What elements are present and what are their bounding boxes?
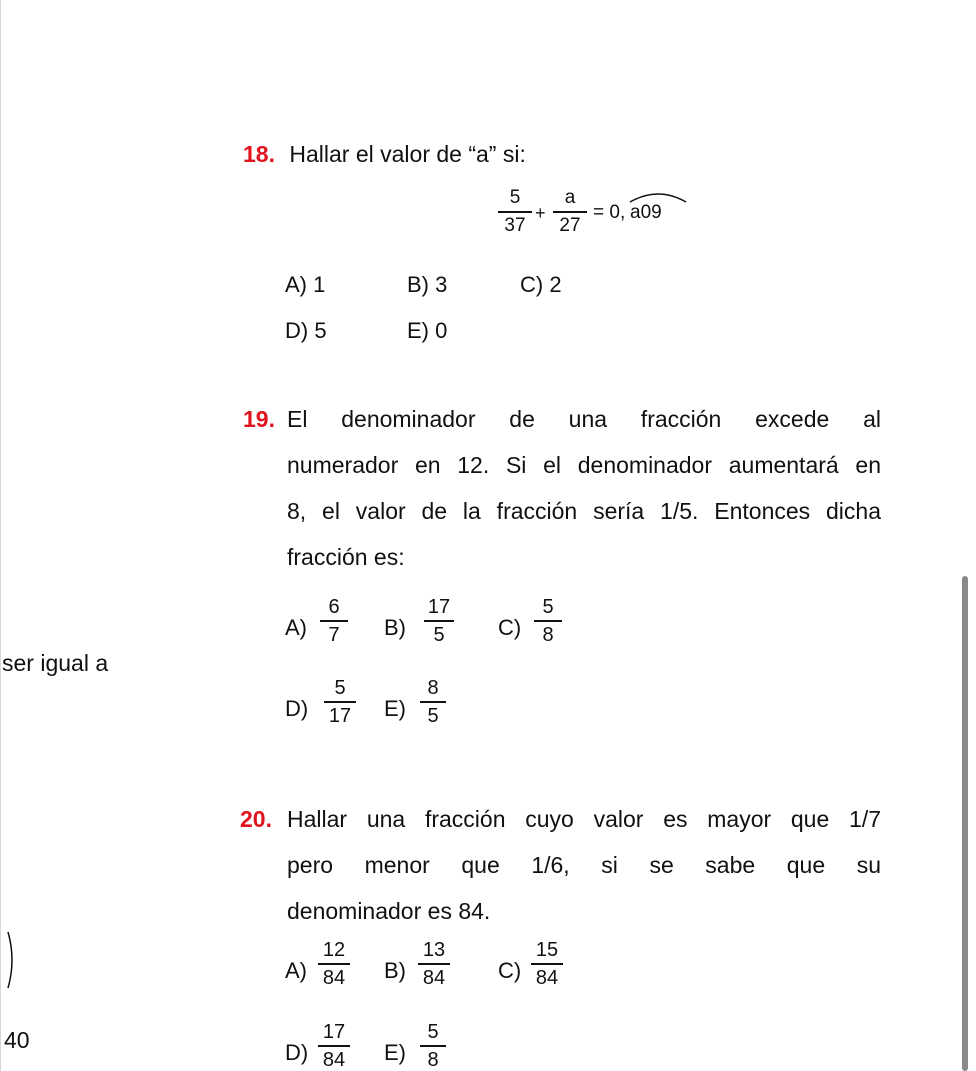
- q20-line-2: pero menor que 1/6, si se sabe que su: [287, 852, 881, 878]
- q19-number: 19.: [243, 406, 275, 432]
- q20-option-e-fraction: 5 8: [420, 1021, 446, 1071]
- q20-line-3: denominador es 84.: [287, 898, 491, 924]
- q18-option-a[interactable]: A) 1: [285, 272, 326, 297]
- q19-option-c-label[interactable]: C): [498, 615, 522, 640]
- left-page-edge: [0, 0, 1, 1071]
- q18-title: Hallar el valor de “a” si:: [289, 141, 526, 167]
- eq-period-arc: [628, 190, 688, 204]
- q20-option-b-label[interactable]: B): [384, 958, 406, 983]
- eq-equals: = 0,: [593, 202, 626, 223]
- q19-line-1: El denominador de una fracción excede al: [287, 406, 881, 432]
- q18-number: 18.: [243, 141, 275, 167]
- q20-option-a-fraction: 12 84: [318, 939, 350, 989]
- q20-number: 20.: [240, 806, 272, 832]
- q20-option-c-fraction: 15 84: [531, 939, 563, 989]
- q18-option-c[interactable]: C) 2: [520, 272, 562, 297]
- q20-option-d-fraction: 17 84: [318, 1021, 350, 1071]
- q19-option-e-fraction: 8 5: [420, 677, 446, 727]
- eq-period-digits: a09: [630, 202, 662, 223]
- q20-option-e-label[interactable]: E): [384, 1040, 406, 1065]
- q20-line-1: Hallar una fracción cuyo valor es mayor que 1/7: [287, 806, 881, 832]
- q19-statement: [287, 396, 881, 580]
- q19-option-e-label[interactable]: E): [384, 696, 406, 721]
- left-fragment-number: 40: [4, 1027, 30, 1053]
- q19-option-d-fraction: 5 17: [324, 677, 356, 727]
- eq-plus: +: [535, 203, 546, 223]
- q20-option-c-label[interactable]: C): [498, 958, 522, 983]
- q20-option-b-fraction: 13 84: [418, 939, 450, 989]
- q18-option-d[interactable]: D) 5: [285, 318, 327, 343]
- q19-option-d-label[interactable]: D): [285, 696, 309, 721]
- vertical-scrollbar[interactable]: [962, 576, 968, 1071]
- eq-fraction-2: a 27: [553, 187, 587, 237]
- left-fragment-bracket: [0, 930, 20, 990]
- q19-line-2: numerador en 12. Si el denominador aumentará en: [287, 452, 881, 478]
- left-fragment-text: ser igual a: [2, 650, 109, 676]
- q19-line-3: 8, el valor de la fracción sería 1/5. Entonces dicha: [287, 498, 881, 524]
- q19-option-a-label[interactable]: A): [285, 615, 307, 640]
- q18-option-b[interactable]: B) 3: [407, 272, 448, 297]
- q20-option-a-label[interactable]: A): [285, 958, 307, 983]
- eq-fraction-1: 5 37: [498, 187, 532, 237]
- q20-statement: [287, 796, 881, 934]
- q19-option-c-fraction: 5 8: [534, 596, 562, 646]
- q18-header: [243, 141, 526, 168]
- q19-line-4: fracción es:: [287, 544, 405, 570]
- q19-option-b-fraction: 17 5: [424, 596, 454, 646]
- q18-option-e[interactable]: E) 0: [407, 318, 448, 343]
- q19-option-b-label[interactable]: B): [384, 615, 406, 640]
- q19-option-a-fraction: 6 7: [320, 596, 348, 646]
- q20-option-d-label[interactable]: D): [285, 1040, 309, 1065]
